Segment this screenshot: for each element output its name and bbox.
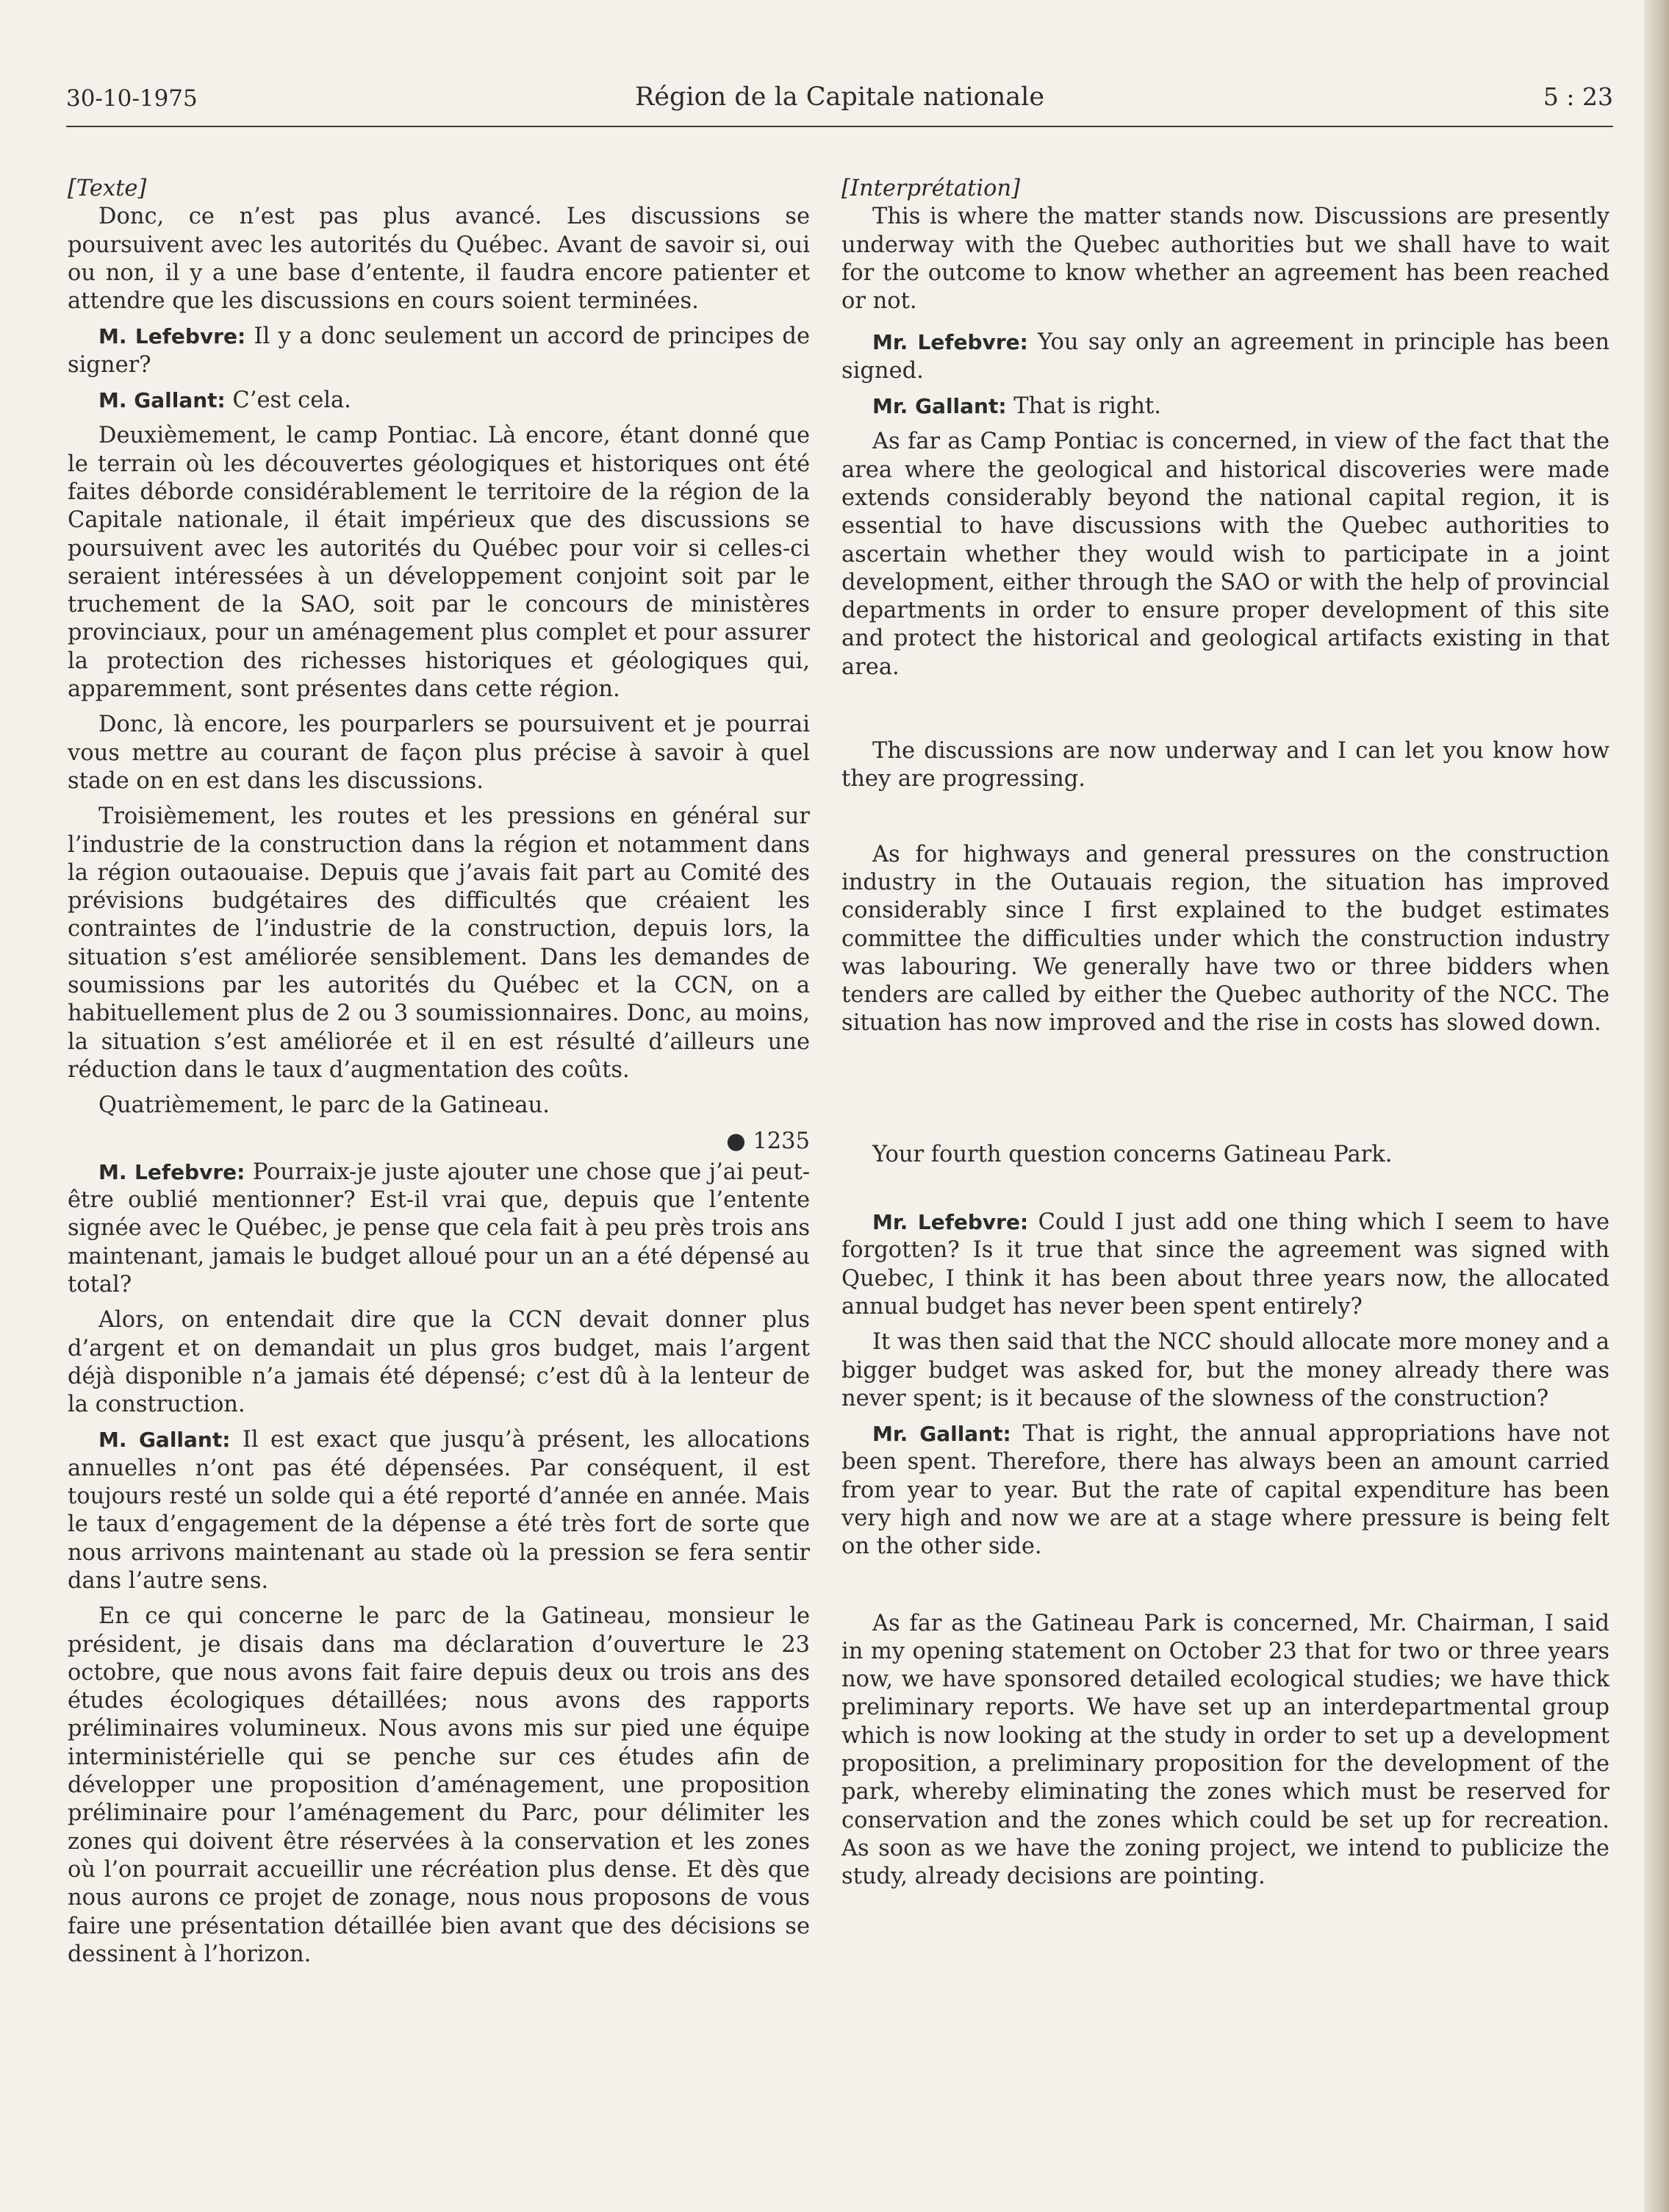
paragraph: This is where the matter stands now. Discussions are presently underway with the Quebec authorities but we shall have to wait for the outcome to know whether an agreement has been reached or not. xyxy=(841,204,1609,315)
header-date: 30-10-1975 xyxy=(66,85,198,112)
speaker-name: Mr. Gallant: xyxy=(872,1422,1011,1447)
speaker-paragraph xyxy=(68,1159,810,1299)
speech-text: Il y a donc seulement un accord de principes de signer? xyxy=(68,323,810,378)
speech-text: Could I just add one thing which I seem to have forgotten? Is it true that since the agreement was signed with Quebec, I think it has been about three years now, the allocated annual budget has never been spent entirely? xyxy=(841,1209,1609,1320)
speech-text: You say only an agreement in principle has been signed. xyxy=(841,329,1610,384)
speaker-name: M. Gallant: xyxy=(98,1428,231,1453)
header-rule xyxy=(66,126,1613,127)
french-text-column xyxy=(68,175,810,1976)
speaker-paragraph xyxy=(68,323,810,379)
paragraph: Troisièmement, les routes et les pressions en général sur l’industrie de la construction dans la région et notamment dans la région outaouaise. Depuis que j’avais fait part au Comité des prévisions budgétaires des difficultés que créaient les contraintes de l’industrie de la construction, depuis lors, la situation s’est améliorée sensiblement. Dans les demandes de soumissions par les autorités du Québec et la CCN, on a habituellement plus de 2 ou 3 soumissionnaires. Donc, au moins, la situation s’est améliorée et il en est résulté d’ailleurs une réduction dans le taux d’augmentation des coûts. xyxy=(68,803,810,1083)
speech-text: That is right, the annual appropriations have not been spent. Therefore, there has always been an amount carried from year to year. But the rate of capital expenditure has been very high and now we are at a stage where pressure is being felt on the other side. xyxy=(841,1421,1610,1560)
paragraph: As for highways and general pressures on the construction industry in the Outauais region, the situation has improved considerably since I first explained to the budget estimates committee the difficulties under which the construction industry was labouring. We generally have two or three bidders when tenders are called by either the Quebec authority of the NCC. The situation has now improved and the rise in costs has slowed down. xyxy=(841,841,1609,1037)
page-header xyxy=(66,79,1613,124)
speaker-paragraph xyxy=(68,1426,810,1595)
paragraph: Your fourth question concerns Gatineau Park. xyxy=(872,1141,1393,1167)
paragraph: Alors, on entendait dire que la CCN devait donner plus d’argent et on demandait un plus gros budget, mais l’argent déjà disponible n’a jamais été dépensé; c’est dû à la lenteur de la construction. xyxy=(68,1307,810,1418)
paragraph: Quatrièmement, le parc de la Gatineau. xyxy=(98,1092,550,1119)
header-page-number: 5 : 23 xyxy=(1543,82,1613,111)
paragraph: The discussions are now underway and I can let you know how they are progressing. xyxy=(841,738,1609,792)
speech-text: C’est cela. xyxy=(225,387,351,414)
time-marker: ● 1235 xyxy=(726,1128,810,1154)
speaker-name: M. Lefebvre: xyxy=(98,1159,245,1184)
paragraph: As far as Camp Pontiac is concerned, in view of the fact that the area where the geological and historical discoveries were made extends considerably beyond the national capital region, it is essential to have discussions with the Quebec authorities to ascertain whether they would wish to participate in a joint development, either through the SAO or with the help of provincial departments in order to ensure proper development of this site and protect the historical and geological artifacts existing in that area. xyxy=(841,429,1609,680)
speech-text: Il est exact que jusqu’à présent, les allocations annuelles n’ont pas été dépensées. Par conséquent, il est toujours resté un solde qui a été reporté d’année en année. Mais le taux d’engagement de la dépense a été très fort de sorte que nous arrivons maintenant au stade où la pression se fera sentir dans l’autre sens. xyxy=(68,1427,811,1594)
section-tag: [Texte] xyxy=(68,176,147,201)
speaker-paragraph xyxy=(68,387,810,415)
paragraph: As far as the Gatineau Park is concerned, Mr. Chairman, I said in my opening statement on October 23 that for two or three years now, we have sponsored detailed ecological studies; we have thick preliminary reports. We have set up an interdepartmental group which is now looking at the study in order to set up a development proposition, a preliminary proposition for the development of the park, whereby eliminating the zones which must be reserved for conservation and the zones which could be set up for recreation. As soon as we have the zoning project, we intend to publicize the study, already decisions are pointing. xyxy=(841,1610,1609,1890)
header-title: Région de la Capitale nationale xyxy=(634,82,1045,112)
speaker-paragraph xyxy=(841,393,1609,420)
speech-text: Pourraix-je juste ajouter une chose que j’ai peut-être oublié mentionner? Est-il vrai que, depuis que l’entente signée avec le Québec, je pense que cela fait à peu près trois ans maintenant, jamais le budget alloué pour un an a été dépensé au total? xyxy=(68,1159,811,1298)
paragraph: Deuxièmement, le camp Pontiac. Là encore, étant donné que le terrain où les découvertes géologiques et historiques ont été faites déborde considérablement le territoire de la région de la Capitale nationale, il était impérieux que des discussions se poursuivent avec les autorités du Québec pour voir si celles-ci seraient intéressées à un développement conjoint soit par le truchement de la SAO, soit par le concours de ministères provinciaux, pour un aménagement plus complet et pour assurer la protection des richesses historiques et géologiques qui, apparemment, sont présentes dans cette région. xyxy=(68,423,810,703)
speaker-name: Mr. Lefebvre: xyxy=(872,1210,1029,1235)
speech-text: That is right. xyxy=(1006,393,1161,420)
section-tag: [Interprétation] xyxy=(841,176,1020,201)
paragraph: Donc, là encore, les pourparlers se poursuivent et je pourrai vous mettre au courant de façon plus précise à savoir à quel stade on en est dans les discussions. xyxy=(68,712,810,794)
paragraph: It was then said that the NCC should allocate more money and a bigger budget was asked for, but the money already there was never spent; is it because of the slowness of the construction? xyxy=(841,1329,1609,1411)
speaker-paragraph xyxy=(841,329,1609,385)
paragraph: Donc, ce n’est pas plus avancé. Les discussions se poursuivent avec les autorités du Québec. Avant de savoir si, oui ou non, il y a une base d’entente, il faudra encore patienter et attendre que les discussions en cours soient terminées. xyxy=(68,204,810,315)
speaker-paragraph xyxy=(841,1209,1609,1321)
english-interpretation-column xyxy=(841,175,1609,1899)
speaker-name: Mr. Lefebvre: xyxy=(872,330,1028,355)
page-binding-edge xyxy=(1644,0,1669,2212)
paragraph: En ce qui concerne le parc de la Gatineau, monsieur le président, je disais dans ma déclaration d’ouverture le 23 octobre, que nous avons fait faire depuis deux ou trois ans des études écologiques détaillées; nous avons des rapports préliminaires volumineux. Nous avons mis sur pied une équipe interministérielle qui se penche sur ces études afin de développer une proposition d’aménagement, une proposition préliminaire pour l’aménagement du Parc, pour délimiter les zones qui doivent être réservées à la conservation et les zones où l’on pourrait accueillir une récréation plus dense. Et dès que nous aurons ce projet de zonage, nous nous proposons de vous faire une présentation détaillée bien avant que des décisions se dessinent à l’horizon. xyxy=(68,1603,810,1967)
speaker-paragraph xyxy=(841,1420,1609,1561)
speaker-name: Mr. Gallant: xyxy=(872,394,1007,419)
speaker-name: M. Gallant: xyxy=(98,388,226,413)
speaker-name: M. Lefebvre: xyxy=(98,324,246,349)
